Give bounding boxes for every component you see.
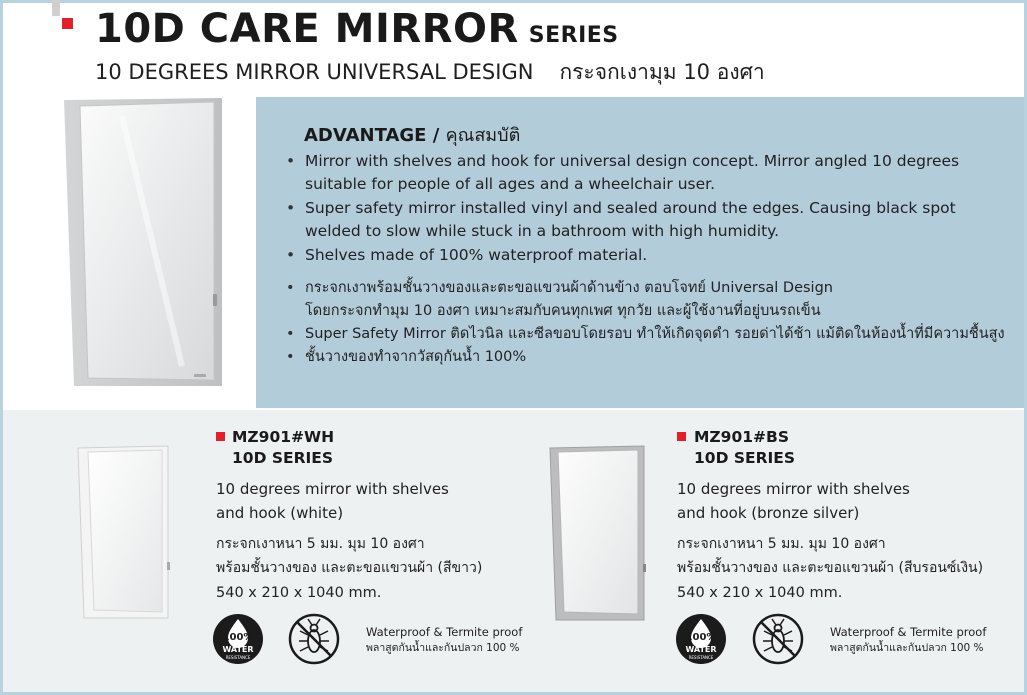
product-code: MZ901#BS xyxy=(694,428,789,446)
page-title xyxy=(95,6,619,52)
product-series: 10D SERIES xyxy=(694,449,796,467)
product-desc xyxy=(216,477,449,525)
product-desc-line: and hook (white) xyxy=(216,504,344,522)
water-resistance-icon xyxy=(675,613,727,665)
termite-proof-icon xyxy=(288,613,340,665)
list-item: • Super Safety Mirror ติดไวนิล และซีลขอบโดยรอบ ทำให้เกิดจุดดำ รอยด่าได้ช้า แม้ติดในห้องน้ำที่มีความชื้นสูง xyxy=(286,323,1021,346)
top-decor-bar xyxy=(52,0,60,16)
product-desc-line: 10 degrees mirror with shelves xyxy=(216,480,449,498)
product-th-line: กระจกเงาหนา 5 มม. มุม 10 องศา xyxy=(216,536,425,552)
list-item-text: กระจกเงาพร้อมชั้นวางของและตะขอแขวนผ้าด้านข้าง ตอบโจทย์ Universal Design xyxy=(305,280,833,296)
advantage-title xyxy=(304,120,520,149)
advantage-title-th: คุณสมบัติ xyxy=(445,125,521,146)
advantage-list-th xyxy=(286,277,1021,369)
list-item xyxy=(286,277,1021,323)
termite-proof-icon xyxy=(752,613,804,665)
advantage-title-sep: / xyxy=(426,125,446,146)
product-th-line: กระจกเงาหนา 5 มม. มุม 10 องศา xyxy=(677,536,886,552)
subtitle-en: 10 DEGREES MIRROR UNIVERSAL DESIGN xyxy=(95,60,534,84)
product-desc-th xyxy=(677,532,983,580)
title-series: SERIES xyxy=(528,23,619,48)
product-dimensions: 540 x 210 x 1040 mm. xyxy=(677,585,843,601)
product-bullet xyxy=(216,432,225,441)
badge-resistance: RESISTANCE xyxy=(225,655,251,660)
mirror-bronze-silver-image xyxy=(548,444,648,622)
waterproof-th: พลาสูตกันน้ำและกันปลวก 100 % xyxy=(366,642,520,654)
water-resistance-icon xyxy=(212,613,264,665)
product-dimensions: 540 x 210 x 1040 mm. xyxy=(216,585,382,601)
badge-resistance: RESISTANCE xyxy=(688,655,714,660)
title-text: 10D CARE MIRROR xyxy=(95,6,519,52)
product-code-block xyxy=(232,427,334,469)
mirror-white-image xyxy=(76,444,172,620)
product-code-block xyxy=(694,427,795,469)
title-bullet xyxy=(62,18,73,29)
product-series: 10D SERIES xyxy=(232,449,334,467)
badge-pct: 100% xyxy=(222,632,254,643)
subtitle-th: กระจกเงามุม 10 องศา xyxy=(559,60,765,84)
advantage-list-en xyxy=(286,150,1001,268)
waterproof-text xyxy=(830,624,986,656)
product-desc xyxy=(677,477,910,525)
product-bullet xyxy=(677,432,686,441)
product-desc-line: and hook (bronze silver) xyxy=(677,504,860,522)
waterproof-en: Waterproof & Termite proof xyxy=(830,625,987,639)
list-item: • Shelves made of 100% waterproof material. xyxy=(286,244,1001,267)
product-code: MZ901#WH xyxy=(232,428,335,446)
badge-water: WATER xyxy=(685,645,717,654)
product-th-line: พร้อมชั้นวางของ และตะขอแขวนผ้า (สีบรอนซ์เงิน) xyxy=(677,560,984,576)
product-desc-line: 10 degrees mirror with shelves xyxy=(677,480,910,498)
product-desc-th xyxy=(216,532,482,580)
mirror-large-image xyxy=(62,96,224,388)
list-item: • Mirror with shelves and hook for universal design concept. Mirror angled 10 degrees suitable for people of all ages and a wheelchair user. xyxy=(286,150,1001,196)
list-item: • Super safety mirror installed vinyl and sealed around the edges. Causing black spot welded to slow while stuck in a bathroom with high humidity. xyxy=(286,197,1001,243)
list-item-text-cont: โดยกระจกทำมุม 10 องศา เหมาะสมกับคนทุกเพศ ทุกวัย และผู้ใช้งานที่อยู่บนรถเข็น xyxy=(305,303,821,319)
waterproof-th: พลาสูตกันน้ำและกันปลวก 100 % xyxy=(830,642,984,654)
advantage-title-en: ADVANTAGE xyxy=(304,125,427,146)
waterproof-text xyxy=(366,624,522,656)
list-item: • ชั้นวางของทำจากวัสดุกันน้ำ 100% xyxy=(286,346,1021,369)
waterproof-en: Waterproof & Termite proof xyxy=(366,625,523,639)
page-subtitle xyxy=(95,56,765,89)
badge-pct: 100% xyxy=(685,632,717,643)
badge-water: WATER xyxy=(222,645,254,654)
product-th-line: พร้อมชั้นวางของ และตะขอแขวนผ้า (สีขาว) xyxy=(216,560,483,576)
